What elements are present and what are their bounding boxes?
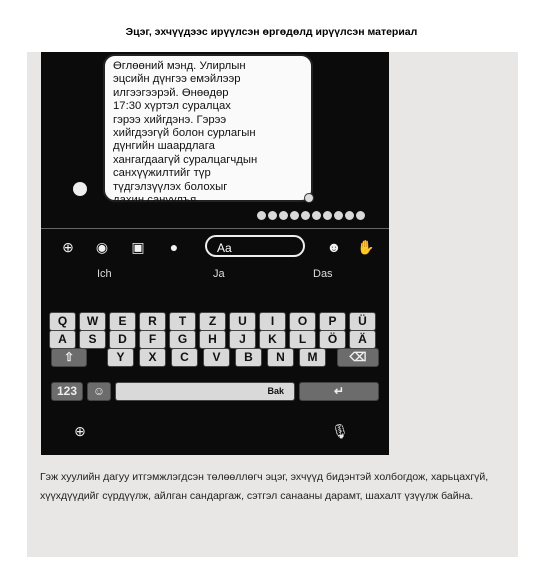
reaction-icon xyxy=(257,211,266,220)
key-a[interactable]: A xyxy=(49,330,76,349)
key-i[interactable]: I xyxy=(259,312,286,331)
key-c[interactable]: C xyxy=(171,348,198,367)
reaction-icon xyxy=(312,211,321,220)
backspace-icon: ⌫ xyxy=(349,350,367,364)
emoji-icon[interactable]: ☻ xyxy=(326,239,342,255)
key-d[interactable]: D xyxy=(109,330,136,349)
key-g[interactable]: G xyxy=(169,330,196,349)
microphone-icon[interactable]: 🎙 xyxy=(331,423,349,439)
composer-bar xyxy=(41,234,389,260)
key-z[interactable]: Z xyxy=(199,312,226,331)
mic-icon[interactable]: ● xyxy=(169,239,179,255)
suggestion-2[interactable]: Ja xyxy=(213,268,225,280)
reaction-row xyxy=(257,211,367,221)
space-key[interactable]: Bak xyxy=(115,382,295,401)
scanned-page xyxy=(27,52,518,557)
avatar xyxy=(73,182,87,196)
caption-text: Гэж хуулийн дагуу итгэмжлэгдсэн төлөөллөгч эцэг, эхчүүд бидэнтэй холбогдож, харьцахгүй, хүүхдүүдийг сүрдүүлж, айлган сандаргаж, сэтгэл санааны дарамт, шахалт үзүүлж байна. xyxy=(40,471,489,502)
key-ö[interactable]: Ö xyxy=(319,330,346,349)
plus-icon[interactable]: ⊕ xyxy=(62,239,74,255)
key-o[interactable]: O xyxy=(289,312,316,331)
key-x[interactable]: X xyxy=(139,348,166,367)
shift-icon: ⇧ xyxy=(63,350,75,364)
backspace-key[interactable] xyxy=(337,348,379,367)
suggestion-bar xyxy=(41,266,389,284)
key-p[interactable]: P xyxy=(319,312,346,331)
key-k[interactable]: K xyxy=(259,330,286,349)
key-s[interactable]: S xyxy=(79,330,106,349)
phone-screenshot xyxy=(41,52,389,455)
key-ü[interactable]: Ü xyxy=(349,312,376,331)
page-title: Эцэг, эхчүүдээс ирүүлсэн өргөдөлд ирүүлсэн материал xyxy=(125,26,418,38)
gallery-icon[interactable]: ▣ xyxy=(131,239,145,255)
return-icon: ↵ xyxy=(333,384,345,398)
key-f[interactable]: F xyxy=(139,330,166,349)
shift-key[interactable] xyxy=(51,348,87,367)
globe-icon[interactable]: ⊕ xyxy=(74,423,86,439)
suggestion-1[interactable]: Ich xyxy=(97,268,112,280)
reaction-icon xyxy=(356,211,365,220)
key-t[interactable]: T xyxy=(169,312,196,331)
key-q[interactable]: Q xyxy=(49,312,76,331)
key-b[interactable]: B xyxy=(235,348,262,367)
suggestion-3[interactable]: Das xyxy=(313,268,333,280)
key-h[interactable]: H xyxy=(199,330,226,349)
reaction-icon xyxy=(290,211,299,220)
keyboard xyxy=(41,284,389,454)
reaction-icon xyxy=(301,211,310,220)
key-n[interactable]: N xyxy=(267,348,294,367)
key-m[interactable]: M xyxy=(299,348,326,367)
camera-icon[interactable]: ◉ xyxy=(95,239,109,255)
key-v[interactable]: V xyxy=(203,348,230,367)
reaction-icon xyxy=(268,211,277,220)
numbers-key[interactable]: 123 xyxy=(51,382,83,401)
message-input[interactable]: Aa xyxy=(205,235,305,257)
return-key[interactable] xyxy=(299,382,379,401)
key-e[interactable]: E xyxy=(109,312,136,331)
divider xyxy=(41,228,389,229)
reaction-icon xyxy=(323,211,332,220)
key-l[interactable]: L xyxy=(289,330,316,349)
message-text: Өглөөний мэнд. Улирлын эцсийн дүнгээ емэйлээр илгээгээрэй. Өнөөдөр 17:30 хүртэл суралцах гэрээ хийгдэнэ. Гэрээ хийгдээгүй болон сурлагын дүнгийн шаардлага хангагдаагүй суралцагчдын санхүүжилтийг түр түдгэлзүүлэх болохыг дахин сануулъя. xyxy=(113,60,258,207)
reaction-icon xyxy=(334,211,343,220)
read-receipt-icon xyxy=(304,193,314,203)
message-bubble xyxy=(103,54,313,207)
key-ä[interactable]: Ä xyxy=(349,330,376,349)
reaction-icon xyxy=(345,211,354,220)
key-y[interactable]: Y xyxy=(107,348,134,367)
key-j[interactable]: J xyxy=(229,330,256,349)
key-w[interactable]: W xyxy=(79,312,106,331)
emoji-key[interactable]: ☺ xyxy=(87,382,111,401)
key-r[interactable]: R xyxy=(139,312,166,331)
handshake-icon[interactable]: ✋ xyxy=(357,239,375,255)
key-u[interactable]: U xyxy=(229,312,256,331)
reaction-icon xyxy=(279,211,288,220)
